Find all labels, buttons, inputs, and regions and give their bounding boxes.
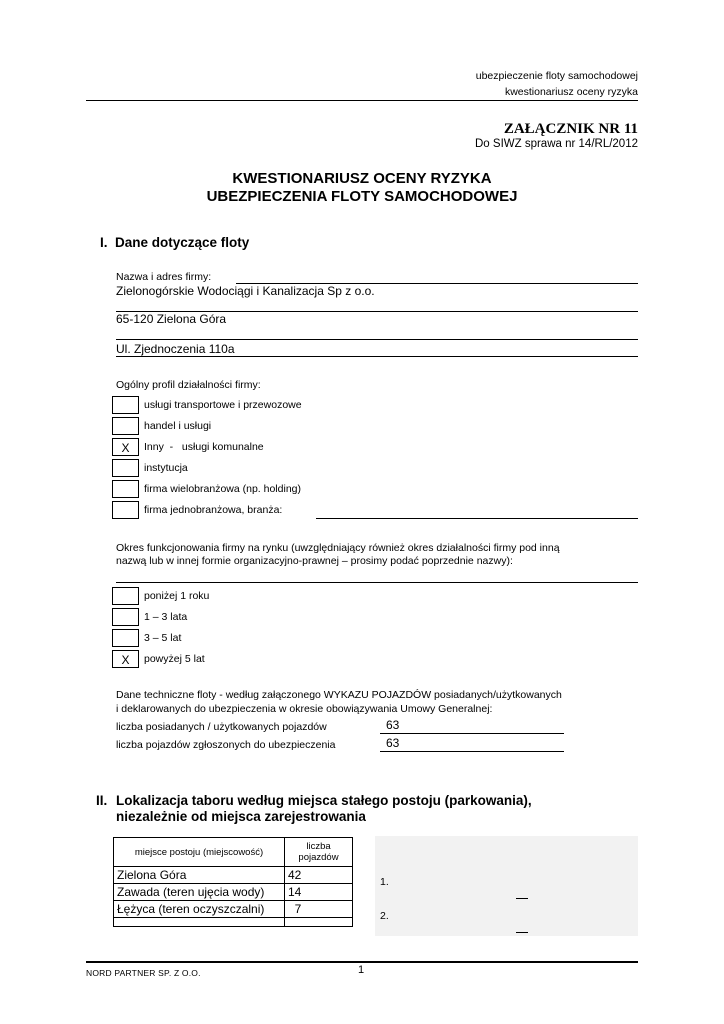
tech-label-2: i deklarowanych do ubezpieczenia w okresie obowiązywania Umowy Generalnej: [116, 703, 493, 715]
section-2-number: II. [96, 793, 108, 808]
profile-checkbox[interactable] [112, 501, 139, 519]
profile-checkbox[interactable] [112, 459, 139, 477]
annex-subtitle: Do SIWZ sprawa nr 14/RL/2012 [475, 138, 638, 150]
profile-option-label: firma wielobranżowa (np. holding) [144, 483, 301, 495]
footer-company: NORD PARTNER SP. Z O.O. [86, 968, 201, 978]
side-item-2-line [516, 932, 528, 933]
table-cell-empty [285, 918, 353, 927]
table-header-row [114, 838, 353, 867]
profile-option-label: firma jednobranżowa, branża: [144, 504, 283, 516]
industry-line [316, 518, 638, 519]
profile-label: Ogólny profil działalności firmy: [116, 379, 261, 391]
company-label: Nazwa i adres firmy: [116, 271, 212, 283]
tech-label-1: Dane techniczne floty - według załączonego WYKAZU POJAZDÓW posiadanych/użytkowanych [116, 689, 562, 701]
side-item-1: 1. [380, 876, 389, 888]
profile-option-label: usługi transportowe i przewozowe [144, 399, 302, 411]
profile-checkbox[interactable]: X [112, 438, 139, 456]
period-label-2: nazwą lub w innej formie organizacyjno-prawnej – prosimy podać poprzednie nazwy): [116, 555, 513, 567]
side-item-2: 2. [380, 910, 389, 922]
doc-title-line-1: KWESTIONARIUSZ OCENY RYZYKA [232, 170, 492, 187]
header-line-2: kwestionariusz oceny ryzyka [504, 86, 638, 98]
period-checkbox[interactable] [112, 629, 139, 647]
profile-checkbox[interactable] [112, 396, 139, 414]
owned-vehicles-label: liczba posiadanych / użytkowanych pojazdów [116, 721, 327, 733]
owned-vehicles-line [380, 733, 564, 734]
header-line-1: ubezpieczenie floty samochodowej [475, 70, 638, 82]
period-option-label: 3 – 5 lat [144, 632, 182, 644]
company-name: Zielonogórskie Wodociągi i Kanalizacja Sp z o.o. [116, 284, 375, 298]
section-1-heading: I. Dane dotyczące floty [100, 235, 250, 250]
table-cell-count: 14 [285, 884, 353, 901]
table-cell-count: 42 [285, 867, 353, 884]
location-table [113, 837, 353, 927]
company-line-4 [116, 356, 638, 357]
footer-divider [86, 961, 638, 963]
annex-title: ZAŁĄCZNIK NR 11 [503, 121, 638, 137]
section-2-heading-1: Lokalizacja taboru według miejsca stałego postoju (parkowania), [116, 793, 532, 808]
company-city: 65-120 Zielona Góra [116, 312, 227, 326]
table-cell-empty [114, 918, 285, 927]
doc-title-line-2: UBEZPIECZENIA FLOTY SAMOCHODOWEJ [206, 188, 518, 205]
period-checkbox[interactable] [112, 608, 139, 626]
table-row [114, 901, 353, 918]
table-row [114, 884, 353, 901]
period-option-label: powyżej 5 lat [144, 653, 205, 665]
period-checkbox[interactable]: X [112, 650, 139, 668]
table-header-place: miejsce postoju (miejscowość) [114, 838, 285, 867]
insured-vehicles-value: 63 [386, 736, 400, 750]
header-divider [86, 100, 638, 101]
period-option-label: 1 – 3 lata [144, 611, 188, 623]
previous-names-line [116, 582, 638, 583]
period-checkbox[interactable] [112, 587, 139, 605]
profile-option-label: instytucja [144, 462, 188, 474]
table-row-empty [114, 918, 353, 927]
company-line-3 [116, 339, 638, 340]
period-label-1: Okres funkcjonowania firmy na rynku (uwzględniający również okres działalności firmy pod inną [116, 542, 560, 554]
company-street: Ul. Zjednoczenia 110a [116, 342, 235, 356]
section-2-heading-2: niezależnie od miejsca zarejestrowania [116, 809, 366, 824]
table-cell-place: Zielona Góra [114, 867, 285, 884]
table-header-count: liczba pojazdów [285, 838, 353, 867]
profile-checkbox[interactable] [112, 480, 139, 498]
owned-vehicles-value: 63 [386, 718, 400, 732]
insured-vehicles-line [380, 751, 564, 752]
page-number: 1 [358, 964, 365, 976]
profile-option-label: Inny - usługi komunalne [144, 441, 264, 453]
insured-vehicles-label: liczba pojazdów zgłoszonych do ubezpieczenia [116, 739, 336, 751]
table-cell-place: Zawada (teren ujęcia wody) [114, 884, 285, 901]
period-option-label: poniżej 1 roku [144, 590, 210, 602]
profile-option-label: handel i usługi [144, 420, 212, 432]
table-row [114, 867, 353, 884]
profile-checkbox[interactable] [112, 417, 139, 435]
table-cell-count: 7 [285, 901, 353, 918]
side-panel [375, 836, 638, 936]
side-item-1-line [516, 898, 528, 899]
table-cell-place: Łężyca (teren oczyszczalni) [114, 901, 285, 918]
